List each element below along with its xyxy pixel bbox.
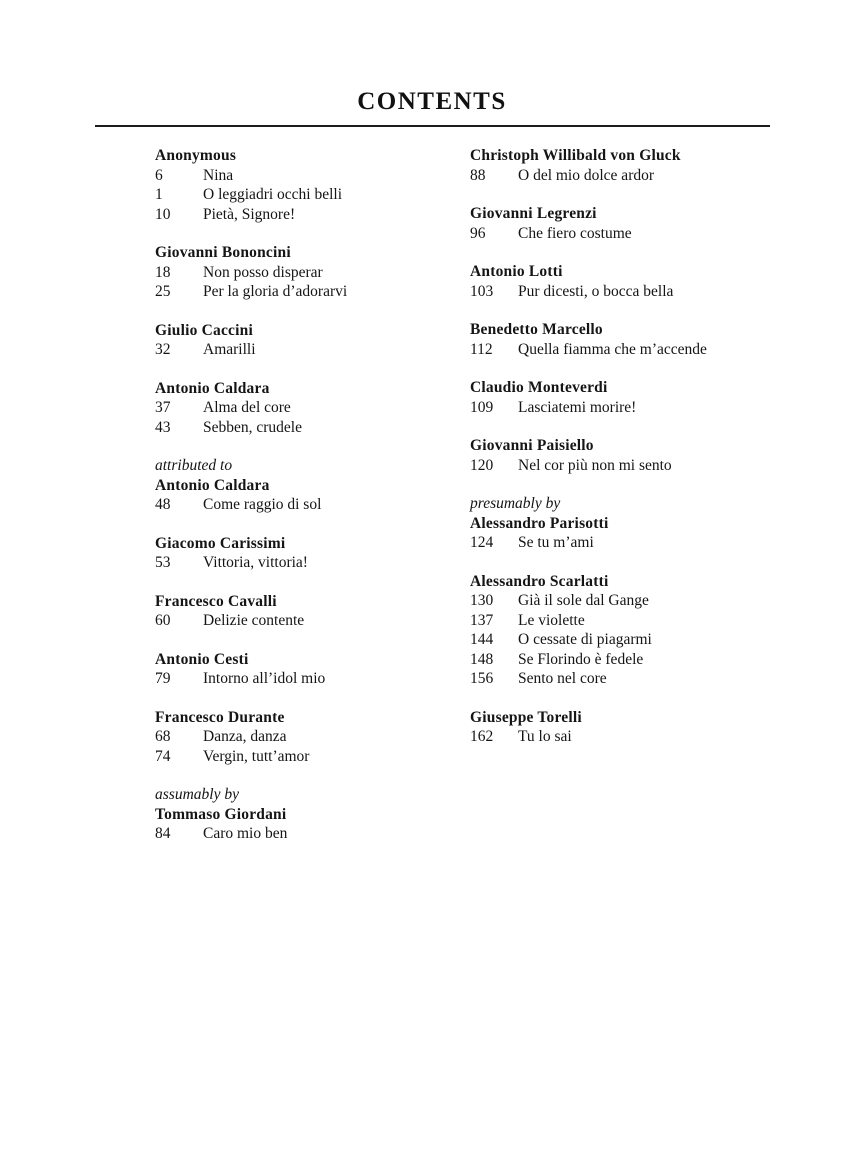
composer-group bbox=[155, 321, 470, 360]
song-page-number: 18 bbox=[155, 263, 171, 281]
song-title: Danza, danza bbox=[203, 728, 287, 745]
song-page-number: 6 bbox=[155, 166, 163, 184]
composer-group bbox=[155, 146, 470, 224]
composer-name: Francesco Cavalli bbox=[155, 592, 277, 610]
song-entry bbox=[470, 727, 770, 747]
song-entry bbox=[155, 166, 470, 186]
composer-name: Francesco Durante bbox=[155, 708, 285, 726]
song-entry bbox=[155, 495, 470, 515]
song-entry bbox=[155, 205, 470, 225]
song-entry bbox=[470, 611, 770, 631]
song-entry bbox=[470, 340, 770, 360]
composer-group bbox=[155, 592, 470, 631]
composer-name: Giovanni Bononcini bbox=[155, 244, 291, 261]
composer-group bbox=[155, 243, 470, 302]
song-page-number: 162 bbox=[470, 728, 494, 745]
song-page-number: 109 bbox=[470, 398, 494, 416]
song-page-number: 137 bbox=[470, 611, 494, 629]
song-title: Che fiero costume bbox=[518, 224, 632, 242]
composer-group bbox=[155, 534, 470, 573]
composer-group bbox=[155, 650, 470, 689]
song-title: Delizie contente bbox=[203, 612, 305, 629]
song-entry bbox=[155, 824, 470, 844]
song-entry bbox=[155, 727, 470, 747]
song-title: Se Florindo è fedele bbox=[518, 650, 644, 668]
song-page-number: 84 bbox=[155, 825, 171, 842]
composer-name: Anonymous bbox=[155, 147, 237, 164]
composer-name: Antonio Lotti bbox=[470, 263, 563, 280]
song-page-number: 112 bbox=[470, 340, 493, 358]
song-title: Vittoria, vittoria! bbox=[203, 554, 308, 571]
composer-group bbox=[470, 708, 770, 747]
song-title: Sebben, crudele bbox=[203, 418, 302, 436]
composer-name: Giuseppe Torelli bbox=[470, 708, 582, 726]
song-entry bbox=[155, 418, 470, 438]
attribution-prefix: attributed to bbox=[155, 457, 233, 474]
song-entry bbox=[155, 669, 470, 689]
composer-name: Antonio Caldara bbox=[155, 476, 270, 494]
song-page-number: 79 bbox=[155, 670, 171, 687]
song-title: Per la gloria d’adorarvi bbox=[203, 283, 348, 300]
composer-group bbox=[155, 379, 470, 438]
composer-group bbox=[470, 572, 770, 689]
composer-name: Claudio Monteverdi bbox=[470, 379, 608, 396]
song-title: O leggiadri occhi belli bbox=[203, 186, 343, 203]
song-page-number: 43 bbox=[155, 418, 171, 436]
song-entry bbox=[155, 263, 470, 283]
song-title: Amarilli bbox=[203, 341, 256, 358]
song-title: Lasciatemi morire! bbox=[518, 398, 637, 416]
composer-name: Giovanni Paisiello bbox=[470, 437, 594, 454]
composer-name: Giacomo Carissimi bbox=[155, 534, 286, 552]
song-entry bbox=[470, 533, 770, 553]
song-entry bbox=[470, 166, 770, 186]
song-entry bbox=[155, 611, 470, 631]
song-title: Già il sole dal Gange bbox=[518, 592, 649, 609]
song-title: O cessate di piagarmi bbox=[518, 631, 652, 648]
composer-name: Giulio Caccini bbox=[155, 321, 253, 339]
song-page-number: 1 bbox=[155, 186, 163, 203]
song-entry bbox=[470, 398, 770, 418]
song-title: Tu lo sai bbox=[518, 728, 572, 745]
song-page-number: 68 bbox=[155, 728, 171, 745]
song-page-number: 130 bbox=[470, 592, 494, 609]
page-title: CONTENTS bbox=[357, 88, 507, 115]
song-page-number: 53 bbox=[155, 554, 171, 571]
song-page-number: 74 bbox=[155, 747, 171, 765]
song-title: Come raggio di sol bbox=[203, 496, 322, 513]
composer-group bbox=[470, 320, 770, 359]
song-entry bbox=[470, 224, 770, 244]
song-entry bbox=[470, 630, 770, 650]
left-column bbox=[95, 146, 470, 863]
song-page-number: 25 bbox=[155, 283, 171, 300]
composer-name: Alessandro Parisotti bbox=[470, 514, 609, 532]
song-page-number: 96 bbox=[470, 224, 486, 242]
composer-group bbox=[470, 204, 770, 243]
song-title: Caro mio ben bbox=[203, 825, 288, 842]
song-title: Nina bbox=[203, 166, 234, 184]
song-entry bbox=[470, 591, 770, 611]
song-page-number: 156 bbox=[470, 670, 494, 687]
attribution-prefix: presumably by bbox=[470, 495, 561, 512]
song-page-number: 60 bbox=[155, 612, 171, 629]
song-page-number: 48 bbox=[155, 496, 171, 513]
song-title: Se tu m’ami bbox=[518, 534, 594, 551]
composer-group bbox=[470, 436, 770, 475]
song-entry bbox=[470, 282, 770, 302]
composer-group bbox=[470, 146, 770, 185]
composer-name: Antonio Cesti bbox=[155, 650, 249, 668]
song-page-number: 144 bbox=[470, 631, 494, 648]
composer-group bbox=[155, 456, 470, 515]
composer-name: Antonio Caldara bbox=[155, 379, 270, 397]
song-page-number: 103 bbox=[470, 282, 494, 300]
song-title: Nel cor più non mi sento bbox=[518, 456, 672, 474]
composer-name: Giovanni Legrenzi bbox=[470, 205, 597, 222]
song-page-number: 37 bbox=[155, 399, 171, 416]
attribution-prefix: assumably by bbox=[155, 786, 239, 803]
song-entry bbox=[155, 553, 470, 573]
composer-name: Benedetto Marcello bbox=[470, 321, 603, 338]
composer-group bbox=[155, 708, 470, 767]
song-title: Intorno all’idol mio bbox=[203, 670, 326, 687]
contents-columns bbox=[95, 127, 770, 863]
song-page-number: 88 bbox=[470, 166, 486, 184]
composer-group bbox=[155, 785, 470, 844]
song-title: Pur dicesti, o bocca bella bbox=[518, 282, 674, 300]
song-entry bbox=[155, 340, 470, 360]
song-entry bbox=[470, 456, 770, 476]
song-title: Le violette bbox=[518, 611, 585, 629]
composer-group bbox=[470, 262, 770, 301]
song-title: O del mio dolce ardor bbox=[518, 166, 655, 184]
composer-group bbox=[470, 494, 770, 553]
song-title: Sento nel core bbox=[518, 670, 607, 687]
song-entry bbox=[155, 398, 470, 418]
song-title: Vergin, tutt’amor bbox=[203, 747, 310, 765]
song-entry bbox=[155, 185, 470, 205]
song-page-number: 10 bbox=[155, 205, 171, 223]
song-page-number: 120 bbox=[470, 456, 494, 474]
song-title: Quella fiamma che m’accende bbox=[518, 340, 707, 358]
song-entry bbox=[470, 650, 770, 670]
song-title: Alma del core bbox=[203, 399, 291, 416]
composer-name: Tommaso Giordani bbox=[155, 805, 287, 823]
song-page-number: 124 bbox=[470, 534, 494, 551]
song-page-number: 148 bbox=[470, 650, 494, 668]
song-entry bbox=[470, 669, 770, 689]
composer-name: Alessandro Scarlatti bbox=[470, 572, 609, 590]
right-column bbox=[470, 146, 770, 863]
composer-name: Christoph Willibald von Gluck bbox=[470, 147, 681, 164]
song-entry bbox=[155, 282, 470, 302]
song-title: Pietà, Signore! bbox=[203, 205, 296, 223]
composer-group bbox=[470, 378, 770, 417]
song-entry bbox=[155, 747, 470, 767]
song-title: Non posso disperar bbox=[203, 263, 323, 281]
song-page-number: 32 bbox=[155, 341, 171, 358]
